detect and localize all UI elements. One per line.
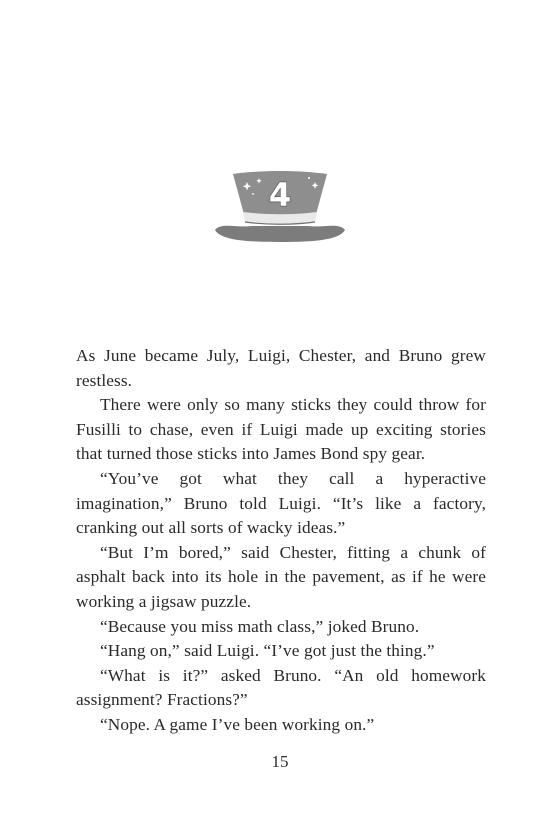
- paragraph: There were only so many sticks they could throw for Fusilli to chase, even if Luigi made up exciting stories that turned those sticks into James Bond spy gear.: [76, 395, 486, 464]
- chapter-heading: [211, 168, 349, 248]
- paragraph: “You’ve got what they call a hyperactive imagination,” Bruno told Luigi. “It’s like a factory, cranking out all sorts of wacky ideas.”: [76, 468, 486, 538]
- top-hat-icon: [211, 168, 349, 248]
- paragraph: “Because you miss math class,” joked Bruno.: [100, 616, 420, 636]
- paragraph: “Hang on,” said Luigi. “I’ve got just the thing.”: [100, 641, 435, 661]
- paragraph: “Nope. A game I’ve been working on.”: [100, 714, 375, 734]
- chapter-body: [76, 344, 486, 738]
- paragraph: As June became July, Luigi, Chester, and Bruno grew restless.: [76, 346, 486, 390]
- paragraph: “What is it?” asked Bruno. “An old homework assignment? Fractions?”: [76, 665, 486, 710]
- page-number: 15: [271, 752, 289, 771]
- paragraph: “But I’m bored,” said Chester, fitting a chunk of asphalt back into its hole in the pavement, as if he were working a jigsaw puzzle.: [76, 542, 486, 611]
- chapter-number: 4: [268, 176, 292, 214]
